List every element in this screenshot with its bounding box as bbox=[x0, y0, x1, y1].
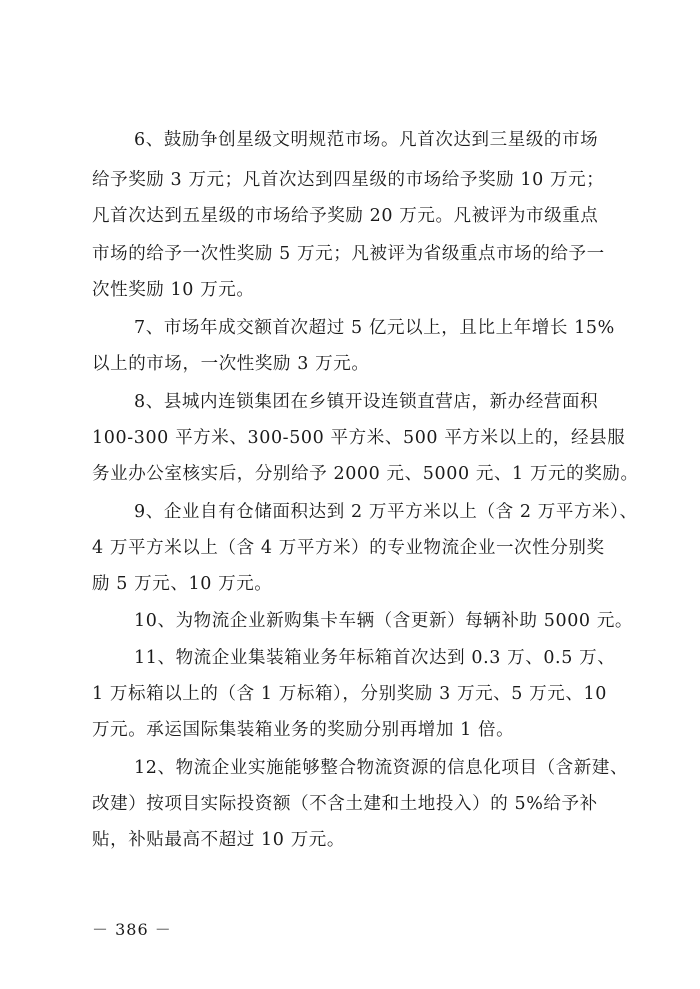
para-9-line-3: 励 5 万元、10 万元。 bbox=[92, 574, 273, 594]
para-10-line-1: 10、为物流企业新购集卡车辆（含更新）每辆补助 5000 元。 bbox=[134, 611, 634, 631]
para-6-line-1: 6、鼓励争创星级文明规范市场。凡首次达到三星级的市场 bbox=[134, 130, 599, 150]
para-11-line-2: 1 万标箱以上的（含 1 万标箱），分别奖励 3 万元、5 万元、10 bbox=[92, 684, 607, 704]
para-7-line-1: 7、市场年成交额首次超过 5 亿元以上，且比上年增长 15% bbox=[134, 318, 615, 338]
para-6-line-4: 市场的给予一次性奖励 5 万元；凡被评为省级重点市场的给予一 bbox=[92, 244, 605, 264]
para-11-line-3: 万元。承运国际集装箱业务的奖励分别再增加 1 倍。 bbox=[92, 720, 515, 740]
para-12-line-2: 改建）按项目实际投资额（不含土建和土地投入）的 5%给予补 bbox=[92, 794, 598, 814]
para-6-line-3: 凡首次达到五星级的市场给予奖励 20 万元。凡被评为市级重点 bbox=[92, 206, 599, 226]
para-8-line-2: 100-300 平方米、300-500 平方米、500 平方米以上的，经县服 bbox=[92, 428, 626, 448]
para-9-line-2: 4 万平方米以上（含 4 万平方米）的专业物流企业一次性分别奖 bbox=[92, 538, 605, 558]
para-8-line-1: 8、县城内连锁集团在乡镇开设连锁直营店，新办经营面积 bbox=[134, 392, 599, 412]
para-6-line-5: 次性奖励 10 万元。 bbox=[92, 280, 255, 300]
para-12-line-1: 12、物流企业实施能够整合物流资源的信息化项目（含新建、 bbox=[134, 758, 629, 778]
para-7-line-2: 以上的市场，一次性奖励 3 万元。 bbox=[92, 354, 370, 374]
page-number: － 386 － bbox=[92, 920, 172, 939]
para-6-line-2: 给予奖励 3 万元；凡首次达到四星级的市场给予奖励 10 万元； bbox=[92, 170, 605, 190]
para-8-line-3: 务业办公室核实后，分别给予 2000 元、5000 元、1 万元的奖励。 bbox=[92, 464, 639, 484]
para-9-line-1: 9、企业自有仓储面积达到 2 万平方米以上（含 2 万平方米）、 bbox=[134, 502, 638, 522]
para-12-line-3: 贴，补贴最高不超过 10 万元。 bbox=[92, 830, 345, 850]
para-11-line-1: 11、物流企业集装箱业务年标箱首次达到 0.3 万、0.5 万、 bbox=[134, 648, 616, 668]
